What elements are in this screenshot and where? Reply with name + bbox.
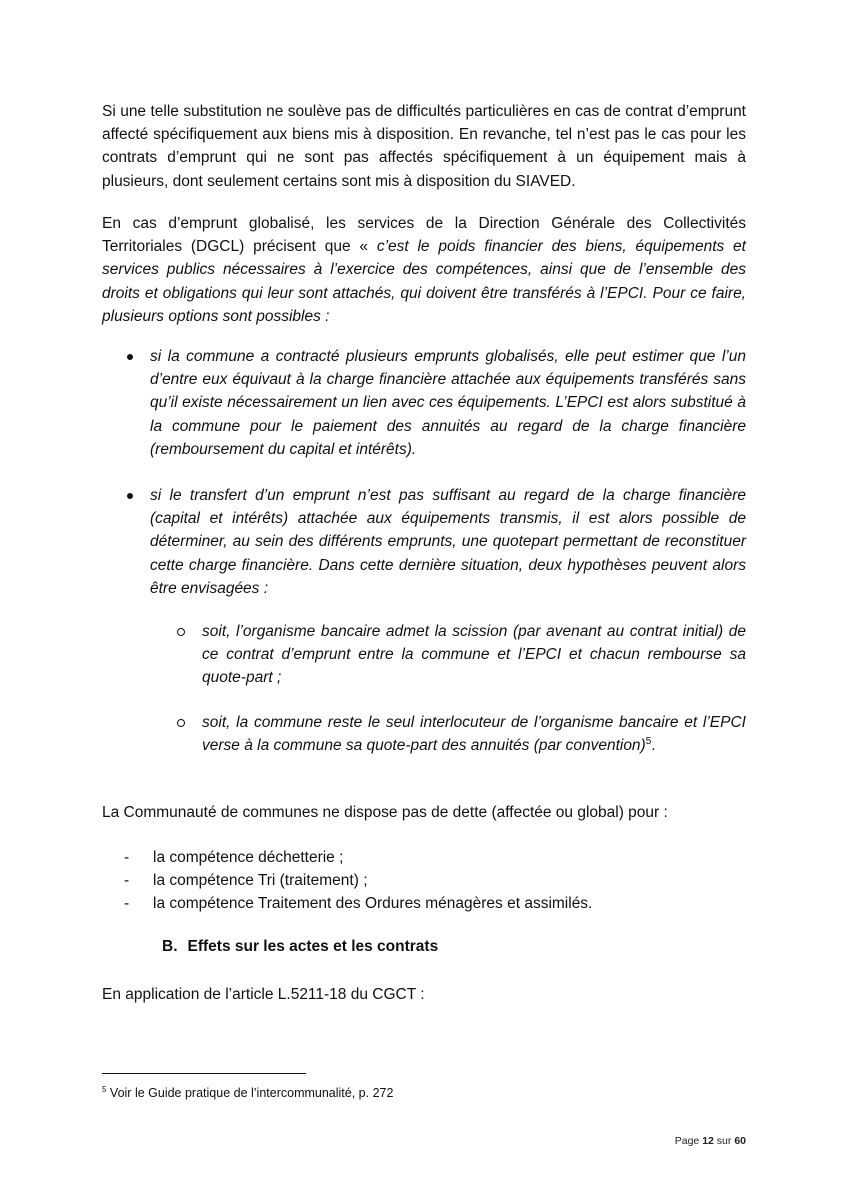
page-number-total: 60: [734, 1135, 746, 1147]
sub-list-item-main: soit, la commune reste le seul interlocuteur de l’organisme bancaire et l’EPCI verse à la commune sa quote-part des annuités (par convention): [202, 714, 746, 755]
circle-bullet-icon: [176, 713, 186, 723]
dash-list-item-text: la compétence déchetterie ;: [153, 849, 344, 866]
footnote-number: 5: [102, 1085, 107, 1094]
footnote-reference[interactable]: 5: [645, 736, 652, 748]
paragraph-text: [102, 212, 746, 328]
page-number: [675, 1135, 746, 1147]
sub-list-item-text: soit, l’organisme bancaire admet la scission (par avenant au contrat initial) de ce contrat d’emprunt entre la commune et l’EPCI et chacun rembourse sa quote-part ;: [202, 623, 746, 687]
page-number-current: 12: [702, 1135, 714, 1147]
dash-marker: -: [124, 872, 130, 889]
paragraph-substitution: [102, 100, 746, 193]
paragraph-application: [102, 983, 746, 1006]
paragraph-dgcl: [102, 212, 746, 328]
paragraph-normal-text: En cas d’emprunt globalisé, les services de la Direction Générale des Collectivités Territoriales (DGCL) précisent que «: [102, 215, 746, 256]
footnote-text: Voir le Guide pratique de l’intercommunalité, p. 272: [106, 1086, 394, 1101]
dash-marker: -: [124, 895, 130, 912]
section-title: Effets sur les actes et les contrats: [187, 938, 439, 955]
paragraph-text: Si une telle substitution ne soulève pas de difficultés particulières en cas de contrat d’emprunt affecté spécifiquement aux biens mis à disposition. En revanche, tel n’est pas le cas pour les contrats d’emprunt qui ne sont pas affectés spécifiquement à un équipement mais à plusieurs, dont seulement certains sont mis à disposition du SIAVED.: [102, 103, 746, 190]
paragraph-text: En application de l’article L.5211-18 du CGCT :: [102, 986, 425, 1003]
page-number-prefix: Page: [674, 1135, 703, 1147]
list-item-text: si le transfert d’un emprunt n’est pas suffisant au regard de la charge financière (capital et intérêts) attachée aux équipements transmis, il est alors possible de déterminer, au sein des différents emprunts, une quotepart permettant de reconstituer cette charge financière. Dans cette dernière situation, deux hypothèses peuvent alors être envisagées :: [150, 487, 746, 597]
section-heading: [162, 935, 448, 958]
sub-list-item-end: .: [651, 737, 656, 755]
paragraph-dette: [102, 801, 746, 824]
page-number-middle: sur: [713, 1135, 735, 1147]
list-item-text: si la commune a contracté plusieurs emprunts globalisés, elle peut estimer que l’un d’entre eux équivaut à la charge financière attachée aux équipements transférés sans qu’il existe nécessairement un lien avec ces équipements. L’EPCI est alors substitué à la commune pour le paiement des annuités au regard de la charge financière (remboursement du capital et intérêts).: [150, 348, 746, 458]
footnote-separator: [102, 1073, 306, 1074]
circle-bullet-icon: [176, 622, 186, 632]
sub-list-item-text: [202, 711, 746, 757]
paragraph-quote-text: c’est le poids financier des biens, équipements et services publics nécessaires à l’exercice des compétences, ainsi que de l’ensemble des droits et obligations qui leur sont attachés, qui doivent être transférés à l’EPCI. Pour ce faire, plusieurs options sont possibles :: [102, 238, 746, 325]
footnote: [102, 1081, 393, 1102]
dash-list-item-text: la compétence Tri (traitement) ;: [153, 872, 368, 889]
dash-marker: -: [124, 849, 130, 866]
dash-list-item-text: la compétence Traitement des Ordures ménagères et assimilés.: [153, 895, 593, 912]
section-letter: B.: [162, 938, 178, 955]
paragraph-text: La Communauté de communes ne dispose pas de dette (affectée ou global) pour :: [102, 804, 668, 821]
